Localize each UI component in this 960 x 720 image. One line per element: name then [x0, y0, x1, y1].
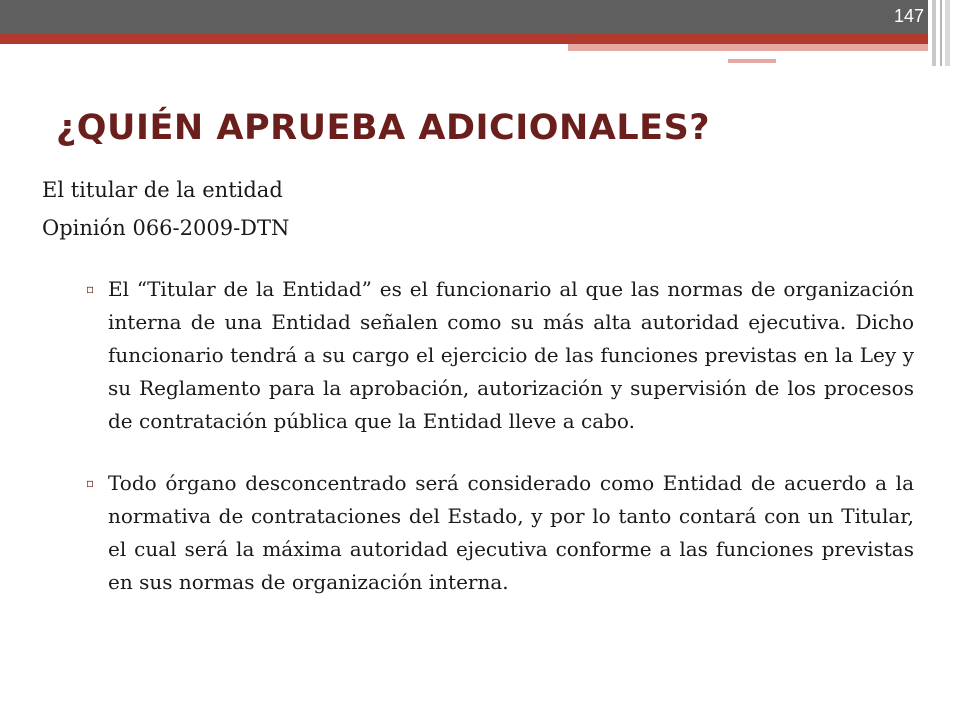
bullet-text: El “Titular de la Entidad” es el funcionario al que las normas de organización interna de una Entidad señalen como su más alta autoridad ejecutiva. Dicho funcionario tendrá a su cargo el ejercicio de las funciones previstas en la Ley y su Reglamento para la aprobación, autorización y supervisión de los procesos de contratación pública que la Entidad lleve a cabo.: [108, 277, 914, 433]
header-band: [0, 0, 928, 34]
bullet-item: [86, 467, 914, 599]
bullet-text: Todo órgano desconcentrado será considerado como Entidad de acuerdo a la normativa de contrataciones del Estado, y por lo tanto contará con un Titular, el cual será la máxima autoridad ejecutiva conforme a las funciones previstas en sus normas de organización interna.: [108, 471, 914, 594]
bullet-marker-icon: ▫: [86, 476, 95, 490]
slide-title: ¿QUIÉN APRUEBA ADICIONALES?: [56, 108, 711, 148]
bullet-list: [86, 273, 914, 628]
subtitle-line: Opinión 066-2009-DTN: [42, 216, 290, 240]
bullet-marker-icon: ▫: [86, 282, 95, 296]
header-pink-rule-short: [728, 59, 776, 63]
decorative-stripes: [928, 0, 960, 66]
subtitle-line: El titular de la entidad: [42, 178, 283, 202]
bullet-item: [86, 273, 914, 438]
slide-number: 147: [893, 6, 924, 26]
header-red-rule: [0, 34, 928, 44]
header-pink-rule: [568, 44, 928, 51]
